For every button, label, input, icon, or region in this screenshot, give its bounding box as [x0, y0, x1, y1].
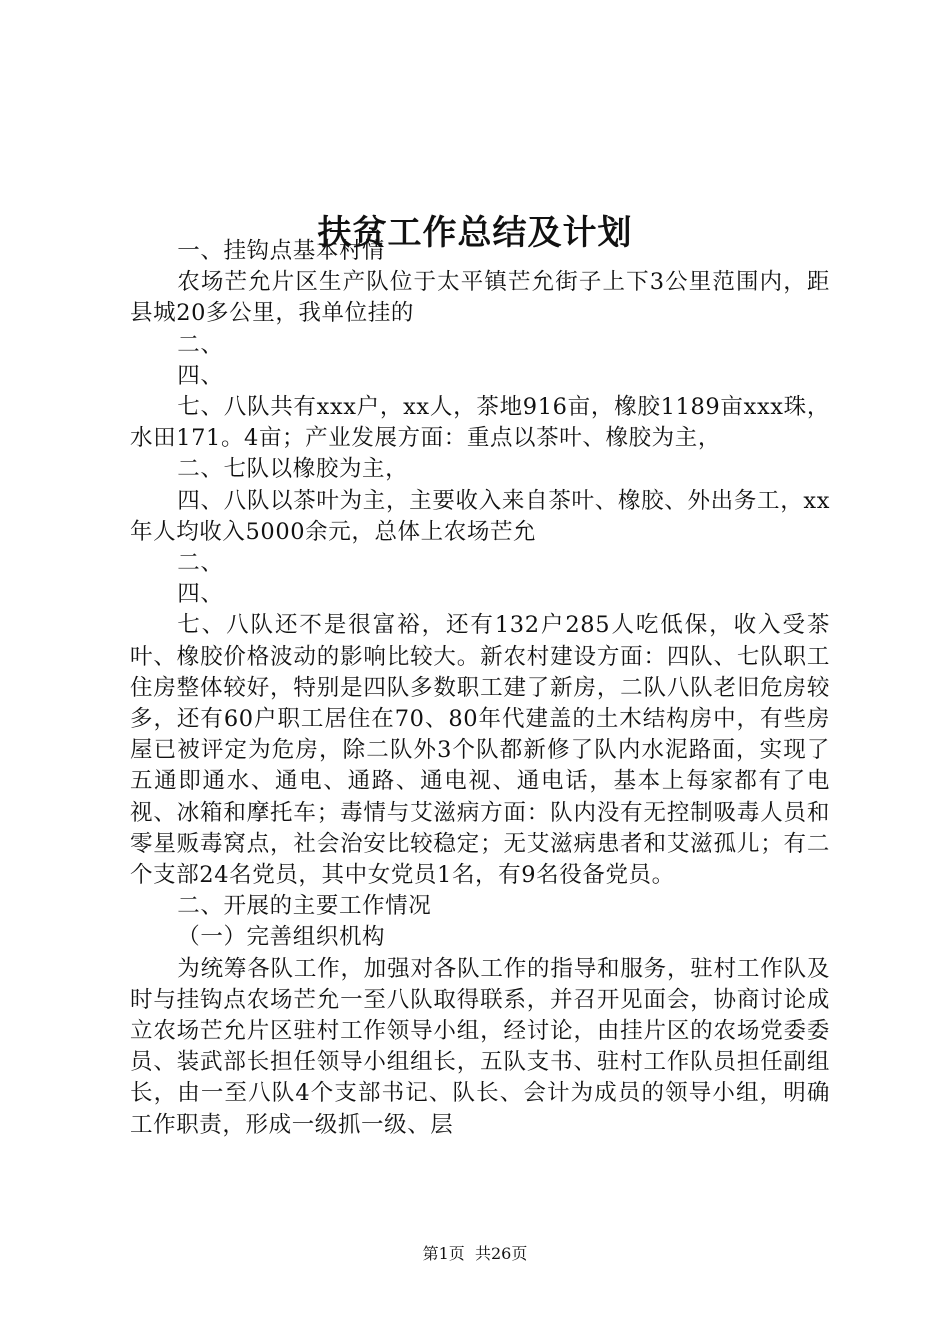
paragraph: 四、八队以茶叶为主，主要收入来自茶叶、橡胶、外出务工，xx年人均收入5000余元，总体上农场芒允: [130, 487, 830, 545]
paragraph: 四、: [177, 362, 224, 389]
paragraph: 为统筹各队工作，加强对各队工作的指导和服务，驻村工作队及时与挂钩点农场芒允一至八队取得联系，并召开见面会，协商讨论成立农场芒允片区驻村工作领导小组，经讨论，由挂片区的农场党委委员、装武部长担任领导小组组长，五队支书、驻村工作队员担任副组长，由一至八队4个支部书记、队长、会计为成员的领导小组，明确工作职责，形成一级抓一级、层: [130, 955, 830, 1138]
page-footer: [0, 1243, 950, 1265]
paragraph: 七、八队还不是很富裕，还有132户285人吃低保，收入受茶叶、橡胶价格波动的影响比较大。新农村建设方面：四队、七队职工住房整体较好，特别是四队多数职工建了新房，二队八队老旧危房较多，还有60户职工居住在70、80年代建盖的土木结构房中，有些房屋已被评定为危房，除二队外3个队都新修了队内水泥路面，实现了五通即通水、通电、通路、通电视、通电话，基本上每家都有了电视、冰箱和摩托车；毒情与艾滋病方面：队内没有无控制吸毒人员和零星贩毒窝点，社会治安比较稳定；无艾滋病患者和艾滋孤儿；有二个支部24名党员，其中女党员1名，有9名役备党员。: [130, 612, 830, 889]
document-body: [130, 236, 830, 1141]
paragraph: 二、七队以橡胶为主，: [177, 456, 409, 483]
page-total: 共26页: [474, 1244, 528, 1263]
paragraph-heading-2: 二、开展的主要工作情况: [177, 893, 432, 920]
paragraph-subheading: （一）完善组织机构: [177, 924, 386, 951]
paragraph: 七、八队共有xxx户，xx人，茶地916亩，橡胶1189亩xxx珠，水田171。4亩；产业发展方面：重点以茶叶、橡胶为主，: [130, 394, 830, 452]
paragraph: 农场芒允片区生产队位于太平镇芒允街子上下3公里范围内，距县城20多公里，我单位挂的: [130, 269, 830, 327]
paragraph-heading-1: 一、挂钩点基本村情: [177, 238, 386, 264]
paragraph: 二、: [177, 550, 224, 577]
paragraph: 二、: [177, 331, 224, 358]
paragraph: 四、: [177, 581, 224, 608]
document-title: 扶贫工作总结及计划: [317, 212, 633, 253]
page-number: 第1页: [422, 1244, 465, 1263]
